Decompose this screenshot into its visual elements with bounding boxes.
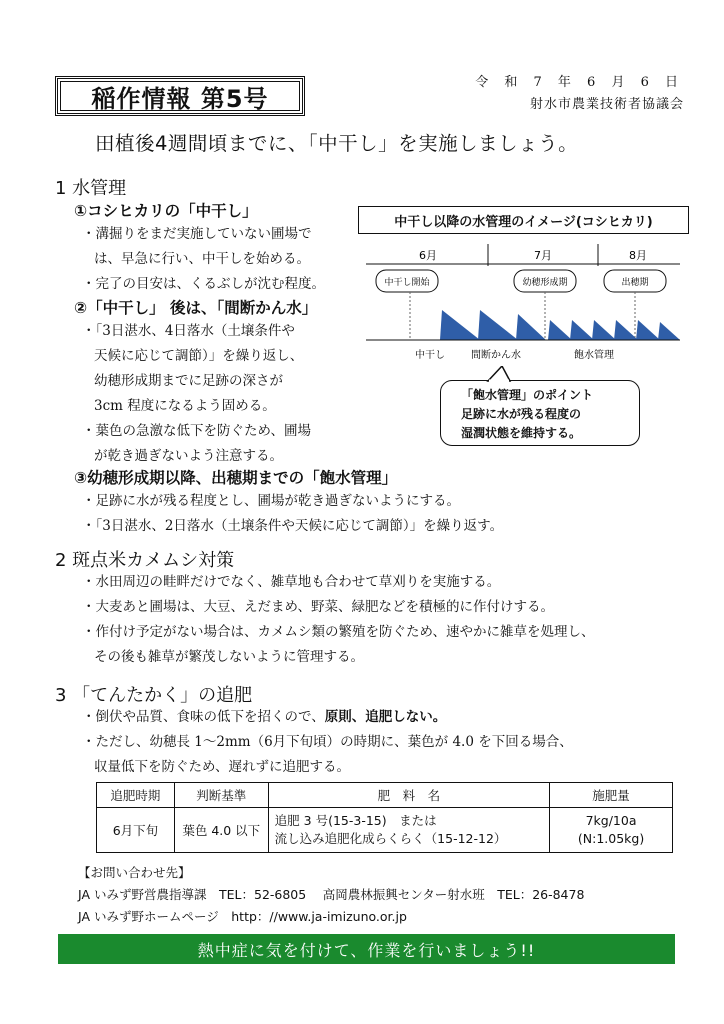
- amount-line: (N:1.05kg): [577, 831, 645, 846]
- section1-item3-heading: ③幼穂形成期以降、出穂期までの「飽水管理」: [74, 469, 398, 487]
- section3-bullets: [82, 705, 702, 780]
- bullet-line: が乾き過ぎないよう注意する。: [94, 448, 283, 464]
- headline: 田植後4週間頃までに、「中干し」を実施しましょう。: [95, 132, 579, 155]
- bulletin-title: 稲作情報 第5号: [55, 76, 305, 116]
- issuer-name: 射水市農業技術者協議会: [529, 97, 684, 112]
- issue-date-block: [475, 72, 684, 116]
- table-header-row: [97, 783, 673, 808]
- bullet-line: は、早急に行い、中干しを始める。: [94, 251, 310, 267]
- bullet-line: ・足跡に水が残る程度とし、圃場が乾き過ぎないようにする。: [82, 493, 460, 509]
- bullet-line: 幼穂形成期までに足跡の深さが: [94, 373, 283, 389]
- section1-item2-heading: ②「中干し」 後は、「間断かん水」: [74, 299, 318, 317]
- bullet-line: [82, 705, 702, 730]
- bullet-line: ・溝掘りをまだ実施していない圃場で: [82, 226, 312, 242]
- section1-item1-heading: ①コシヒカリの「中干し」: [74, 202, 258, 220]
- section2-heading: 2 斑点米カメムシ対策: [55, 550, 235, 571]
- section1-item1-bullets: [82, 222, 362, 297]
- month-label: 8月: [629, 249, 647, 262]
- water-wave: [636, 320, 660, 340]
- phase-label: 飽水管理: [574, 350, 614, 361]
- table-header-cell: 判断基準: [174, 783, 268, 808]
- phase-label: 中干し: [415, 350, 445, 361]
- fertilizer-table: [96, 782, 673, 853]
- water-wave: [658, 322, 680, 340]
- bullet-line: ・完了の目安は、くるぶしが沈む程度。: [82, 276, 325, 292]
- bullet-line: ・水田周辺の畦畔だけでなく、雑草地も合わせて草刈りを実施する。: [82, 574, 501, 590]
- water-level-waves: [440, 310, 680, 340]
- event-label: 幼穂形成期: [522, 278, 568, 288]
- table-header-cell: 追肥時期: [97, 783, 175, 808]
- water-wave: [440, 310, 480, 340]
- bullet-text: ・倒伏や品質、食味の低下を招くので、: [82, 709, 325, 725]
- contact-heading: 【お問い合わせ先】: [78, 865, 191, 880]
- amount-cell: [550, 808, 673, 853]
- callout-pointer: [480, 366, 520, 382]
- table-row: [97, 808, 673, 853]
- bullet-line: その後も雑草が繁茂しないように管理する。: [94, 649, 364, 665]
- bullet-line: ・大麦あと圃場は、大豆、えだまめ、野菜、緑肥などを積極的に作付けする。: [82, 599, 554, 615]
- section1-item2-bullets: [82, 319, 362, 469]
- bullet-line: ・ただし、幼穂長 1～2mm（6月下旬頃）の時期に、葉色が 4.0 を下回る場合、: [82, 734, 573, 750]
- issue-date: 令 和 7 年 6 月 6 日: [475, 75, 684, 90]
- section3-heading: 3 「てんたかく」の追肥: [55, 685, 253, 706]
- water-wave: [570, 320, 594, 340]
- callout-line: 足跡に水が残る程度の: [461, 407, 582, 421]
- water-management-diagram: [358, 236, 689, 366]
- event-label: 中干し開始: [384, 278, 430, 288]
- month-label: 6月: [419, 249, 437, 262]
- bullet-line: 3cm 程度になるよう固める。: [94, 398, 276, 414]
- bullet-emphasis: 原則、追肥しない。: [324, 709, 447, 725]
- section2-bullets: [82, 570, 702, 670]
- callout-line: 湿潤状態を維持する。: [461, 426, 582, 440]
- water-wave: [548, 320, 572, 340]
- section1-heading: 1 水管理: [55, 178, 127, 199]
- timing-cell: 6月下旬: [97, 808, 175, 853]
- bullet-line: 収量低下を防ぐため、遅れずに追肥する。: [94, 759, 350, 775]
- contact-website[interactable]: JA いみず野ホームページ http：//www.ja-imizuno.or.jp: [78, 909, 407, 924]
- callout-box: [440, 380, 640, 446]
- fertilizer-line: 流し込み追肥化成らくらく（15-12-12）: [274, 831, 507, 846]
- criteria-cell: 葉色 4.0 以下: [174, 808, 268, 853]
- diagram-title: 中干し以降の水管理のイメージ(コシヒカリ): [358, 206, 689, 234]
- water-wave: [614, 320, 638, 340]
- contact-block: [78, 862, 584, 928]
- bullet-line: ・「3日湛水、2日落水（土壌条件や天候に応じて調節）」を繰り返す。: [82, 518, 504, 534]
- table-header-cell: 肥 料 名: [268, 783, 549, 808]
- water-wave: [516, 314, 546, 340]
- bullet-line: ・作付け予定がない場合は、カメムシ類の繁殖を防ぐため、速やかに雑草を処理し、: [82, 624, 595, 640]
- fertilizer-cell: [268, 808, 549, 853]
- section1-item3-bullets: [82, 489, 702, 539]
- table-header-cell: 施肥量: [550, 783, 673, 808]
- water-wave: [592, 320, 616, 340]
- fertilizer-line: 追肥 3 号(15-3-15) または: [274, 813, 437, 828]
- month-label: 7月: [534, 249, 552, 262]
- contact-phones: JA いみず野営農指導課 TEL：52-6805 高岡農林振興センター射水班 TEL：26-8478: [78, 887, 585, 902]
- bullet-line: ・葉色の急激な低下を防ぐため、圃場: [82, 423, 311, 439]
- amount-line: 7kg/10a: [585, 813, 637, 828]
- bullet-line: ・「3日湛水、4日落水（土壌条件や: [82, 323, 295, 339]
- bullet-line: 天候に応じて調節）」を繰り返し、: [94, 348, 304, 364]
- phase-label: 間断かん水: [471, 350, 521, 361]
- event-label: 出穂期: [621, 278, 649, 288]
- callout-line: 「飽水管理」のポイント: [461, 388, 594, 402]
- heatstroke-banner: 熱中症に気を付けて、作業を行いましょう!!: [58, 934, 675, 964]
- water-wave: [478, 310, 518, 340]
